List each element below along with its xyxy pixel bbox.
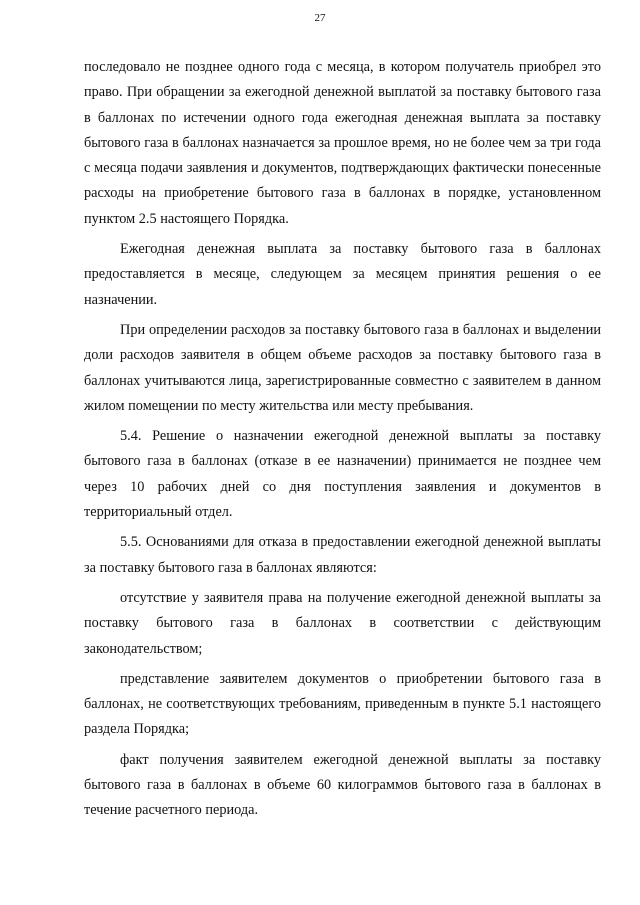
paragraph-payment-month: Ежегодная денежная выплата за поставку бытового газа в баллонах предоставляется в месяце, следующем за месяцем принятия решения о ее назначении. — [84, 241, 601, 308]
paragraph-refusal-reason-2: представление заявителем документов о приобретении бытового газа в баллонах, не соответствующих требованиям, приведенным в пункте 5.1 настоящего раздела Порядка; — [84, 670, 601, 738]
paragraph-section-5-5: 5.5. Основаниями для отказа в предоставлении ежегодной денежной выплаты за поставку бытового газа в баллонах являются: — [84, 534, 601, 576]
paragraph-refusal-reason-3: факт получения заявителем ежегодной денежной выплаты за поставку бытового газа в баллонах в объеме 60 килограммов бытового газа в баллонах в течение расчетного периода. — [84, 751, 601, 819]
document-body — [84, 55, 601, 829]
page-number: 27 — [314, 12, 326, 24]
paragraph-continuation: последовало не позднее одного года с месяца, в котором получатель приобрел это право. При обращении за ежегодной денежной выплатой за поставку бытового газа в баллонах по истечении одного года ежегодная денежная выплата за поставку бытового газа в баллонах назначается за прошлое время, но не более чем за три года с месяца подачи заявления и документов, подтверждающих фактически понесенные расходы на приобретение бытового газа в баллонах в порядке, установленном пунктом 2.5 настоящего Порядка. — [84, 59, 601, 227]
paragraph-section-5-4: 5.4. Решение о назначении ежегодной денежной выплаты за поставку бытового газа в баллонах (отказе в ее назначении) принимается не позднее чем через 10 рабочих дней со дня поступления заявления и документов в территориальный отдел. — [84, 428, 601, 521]
paragraph-refusal-reason-1: отсутствие у заявителя права на получение ежегодной денежной выплаты за поставку бытового газа в баллонах в соответствии с действующим законодательством; — [84, 589, 601, 657]
paragraph-expense-calculation: При определении расходов за поставку бытового газа в баллонах и выделении доли расходов заявителя в общем объеме расходов за поставку бытового газа в баллонах учитываются лица, зарегистрированные совместно с заявителем в данном жилом помещении по месту жительства или месту пребывания. — [84, 321, 601, 414]
